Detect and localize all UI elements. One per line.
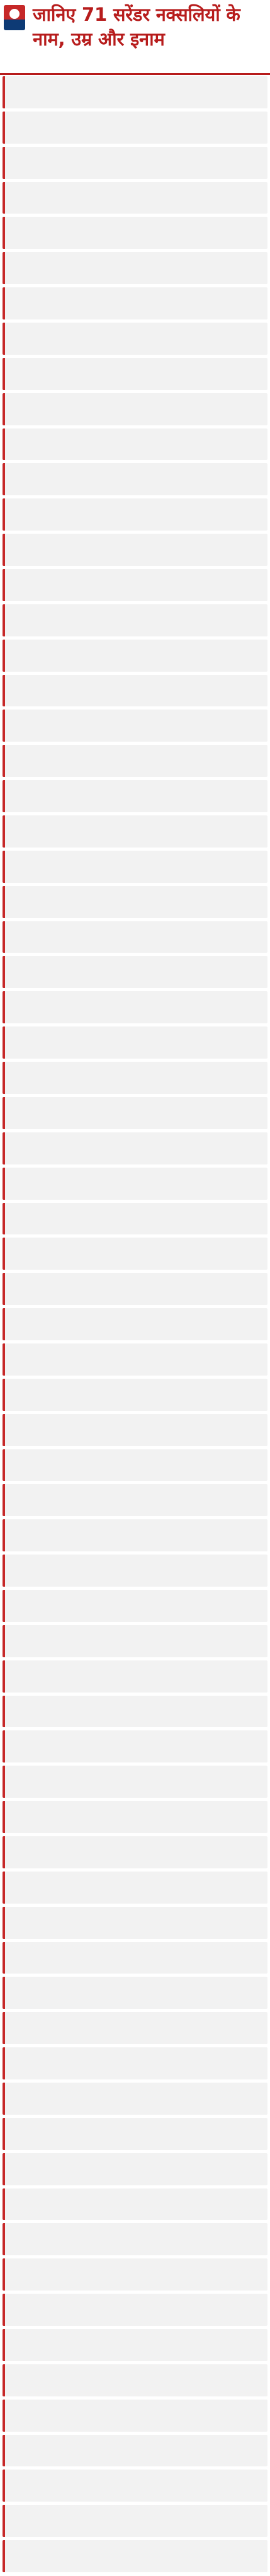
list-item <box>3 851 267 883</box>
list-item <box>3 604 267 636</box>
list-item <box>3 2540 267 2572</box>
list-item <box>3 569 267 601</box>
list-item <box>3 1238 267 1270</box>
list-item <box>3 745 267 777</box>
list-item <box>3 358 267 390</box>
list-item <box>3 1590 267 1622</box>
list-item <box>3 323 267 355</box>
list-item <box>3 1907 267 1939</box>
list-item <box>3 2083 267 2115</box>
list-item <box>3 675 267 707</box>
list-item <box>3 1660 267 1693</box>
list-item <box>3 1696 267 1728</box>
surrendered-naxal-list <box>0 75 270 2576</box>
list-item <box>3 2329 267 2361</box>
list-item <box>3 1519 267 1551</box>
list-item <box>3 76 267 108</box>
list-item <box>3 1379 267 1411</box>
list-item <box>3 393 267 425</box>
list-item <box>3 1801 267 1833</box>
list-item <box>3 498 267 531</box>
list-item <box>3 2047 267 2079</box>
list-item <box>3 534 267 566</box>
publication-logo-icon <box>4 5 25 30</box>
list-item <box>3 1872 267 1904</box>
list-item <box>3 1942 267 1974</box>
list-item <box>3 2258 267 2291</box>
list-item <box>3 1026 267 1059</box>
list-item <box>3 2188 267 2221</box>
list-item <box>3 2118 267 2150</box>
list-item <box>3 1168 267 1200</box>
list-item <box>3 217 267 249</box>
list-item <box>3 1203 267 1235</box>
list-item <box>3 2294 267 2326</box>
logo-mark <box>9 9 20 19</box>
list-item <box>3 780 267 812</box>
list-item <box>3 182 267 214</box>
list-item <box>3 1484 267 1516</box>
list-item <box>3 640 267 672</box>
header <box>0 0 270 75</box>
list-item <box>3 2364 267 2396</box>
list-item <box>3 2223 267 2255</box>
list-item <box>3 2400 267 2432</box>
list-item <box>3 1132 267 1164</box>
list-item <box>3 1273 267 1305</box>
list-item <box>3 1097 267 1129</box>
list-item <box>3 886 267 918</box>
list-item <box>3 1730 267 1762</box>
list-item <box>3 252 267 284</box>
list-item <box>3 112 267 144</box>
list-item <box>3 2505 267 2537</box>
list-item <box>3 1625 267 1657</box>
page-title: जानिए 71 सरेंडर नक्सलियों के नाम, उम्र और इनाम <box>33 4 240 50</box>
list-item <box>3 1343 267 1376</box>
list-item <box>3 1414 267 1446</box>
list-item <box>3 710 267 742</box>
list-item <box>3 1555 267 1587</box>
list-item <box>3 1308 267 1340</box>
list-item <box>3 1449 267 1481</box>
list-item <box>3 428 267 461</box>
list-item <box>3 1836 267 1868</box>
list-item <box>3 991 267 1023</box>
list-item <box>3 1766 267 1798</box>
list-item <box>3 2153 267 2185</box>
list-item <box>3 815 267 848</box>
list-item <box>3 147 267 179</box>
list-item <box>3 1977 267 2009</box>
list-item <box>3 956 267 988</box>
list-item <box>3 2012 267 2044</box>
list-item <box>3 1062 267 1094</box>
list-item <box>3 921 267 953</box>
list-item <box>3 463 267 495</box>
list-item <box>3 287 267 319</box>
list-item <box>3 2470 267 2502</box>
list-item <box>3 2435 267 2467</box>
